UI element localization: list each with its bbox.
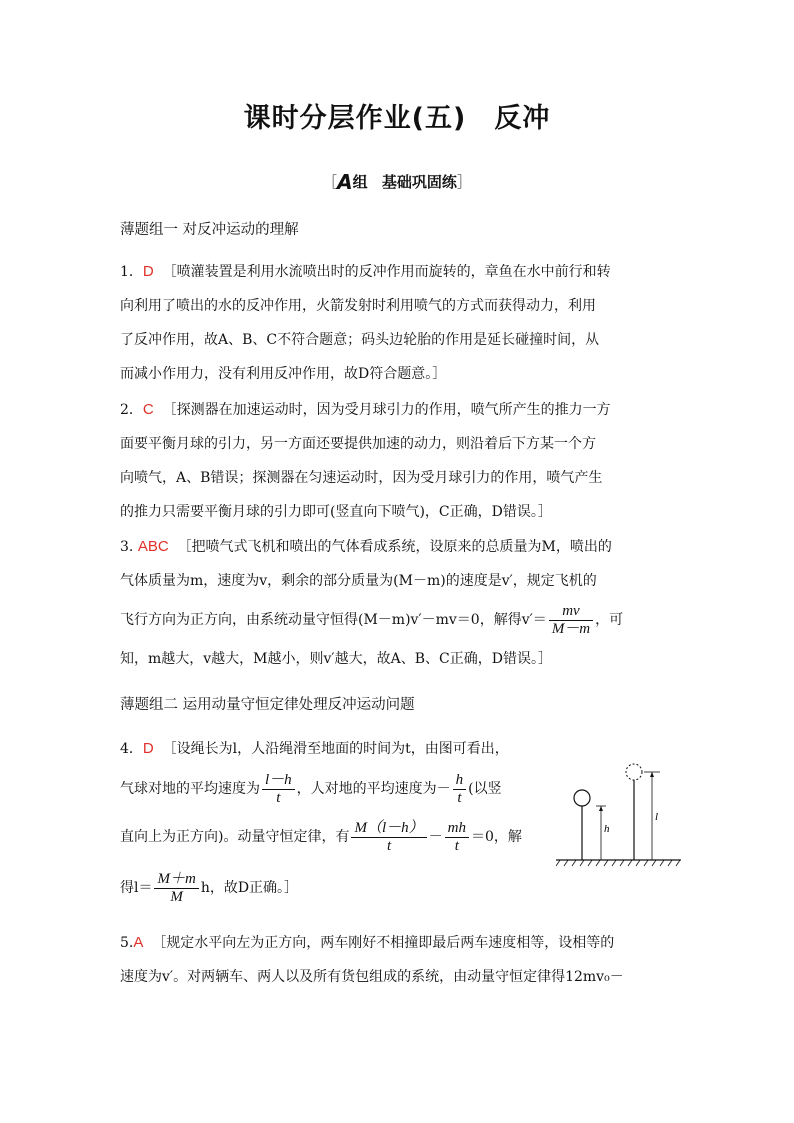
group-letter: A <box>337 170 353 194</box>
answer-3: 3. ABC ［把喷气式飞机和喷出的气体看成系统，设原来的总质量为M，喷出的 气体质量为m，速度为v，剩余的部分质量为(M－m)的速度是v′，规定飞机的 飞行方向为正方向，由系统动量守恒得(M－m)v′－mv＝0，解得v′＝ $\frac{mv}{M-m}$ ，可 知，m越大，v越大，M越小，则v′越大，故A、B、C正确，D错误。］ <box>120 538 624 667</box>
title-main: 课时分层作业(五) <box>243 103 467 134</box>
title-topic: 反冲 <box>494 103 551 134</box>
answer-letter: ABC <box>137 538 169 555</box>
section-heading-2: 薄题组二 运用动量守恒定律处理反冲运动问题 <box>120 697 415 713</box>
answer-letter: A <box>133 934 144 951</box>
balloon-rope-diagram <box>556 760 686 870</box>
answer-2: 2．C ［探测器在加速运动时，因为受月球引力的作用，喷气所产生的推力一方 面要平衡月球的引力，另一方面还要提供加速的动力，则沿着后下方某一个方 向喷气，A、B错误；探测器在匀速运动时，因为受月球引力的作用，喷气产生 的推力只需要平衡月球的引力即可(竖直向下喷气)，C正确，D错误。］ <box>120 401 611 520</box>
svg-text:h: h <box>604 823 610 835</box>
section-heading-1: 薄题组一 对反冲运动的理解 <box>120 222 299 238</box>
group-name: 基础巩固练 <box>381 173 457 191</box>
answer-1: 1．D ［喷灌装置是利用水流喷出时的反冲作用而旋转的，章鱼在水中前行和转 向利用了喷出的水的反冲作用，火箭发射时利用喷气的方式而获得动力，利用 了反冲作用，故A、B、C不符合题意；码头边轮胎的作用是延长碰撞时间，从 而减小作用力，没有利用反冲作用，故D符合题意。］ <box>120 263 611 382</box>
svg-text:l: l <box>655 811 659 823</box>
group-header: ［A组 基础巩固练］ <box>322 170 472 194</box>
page-title <box>0 96 794 135</box>
fraction: $\frac{mv}{M-m}$ <box>549 603 593 638</box>
answer-letter: D <box>142 263 154 280</box>
answer-5: 5.A ［规定水平向左为正方向，两车刚好不相撞即最后两车速度相等，设相等的 速度为v′。对两辆车、两人以及所有货包组成的系统，由动量守恒定律得12mv₀－ <box>120 934 624 985</box>
balloon-icon <box>574 790 590 806</box>
answer-4: 4．D ［设绳长为l，人沿绳滑至地面的时间为t，由图可看出， 气球对地的平均速度为 $\frac{l-h}{t}$ ，人对地的平均速度为－ $\frac{h}{t}$ (以竖 直向上为正方向)。动量守恒定律，有 $\frac{M(l-h)}{t}$ － $\frac{mh}{t}$ ＝0，解 得l＝ $\frac{M+m}{M}$ h，故D正确。］ <box>120 740 522 905</box>
answer-letter: D <box>142 740 154 757</box>
balloon-moved-icon <box>626 764 642 780</box>
answer-letter: C <box>142 401 154 418</box>
